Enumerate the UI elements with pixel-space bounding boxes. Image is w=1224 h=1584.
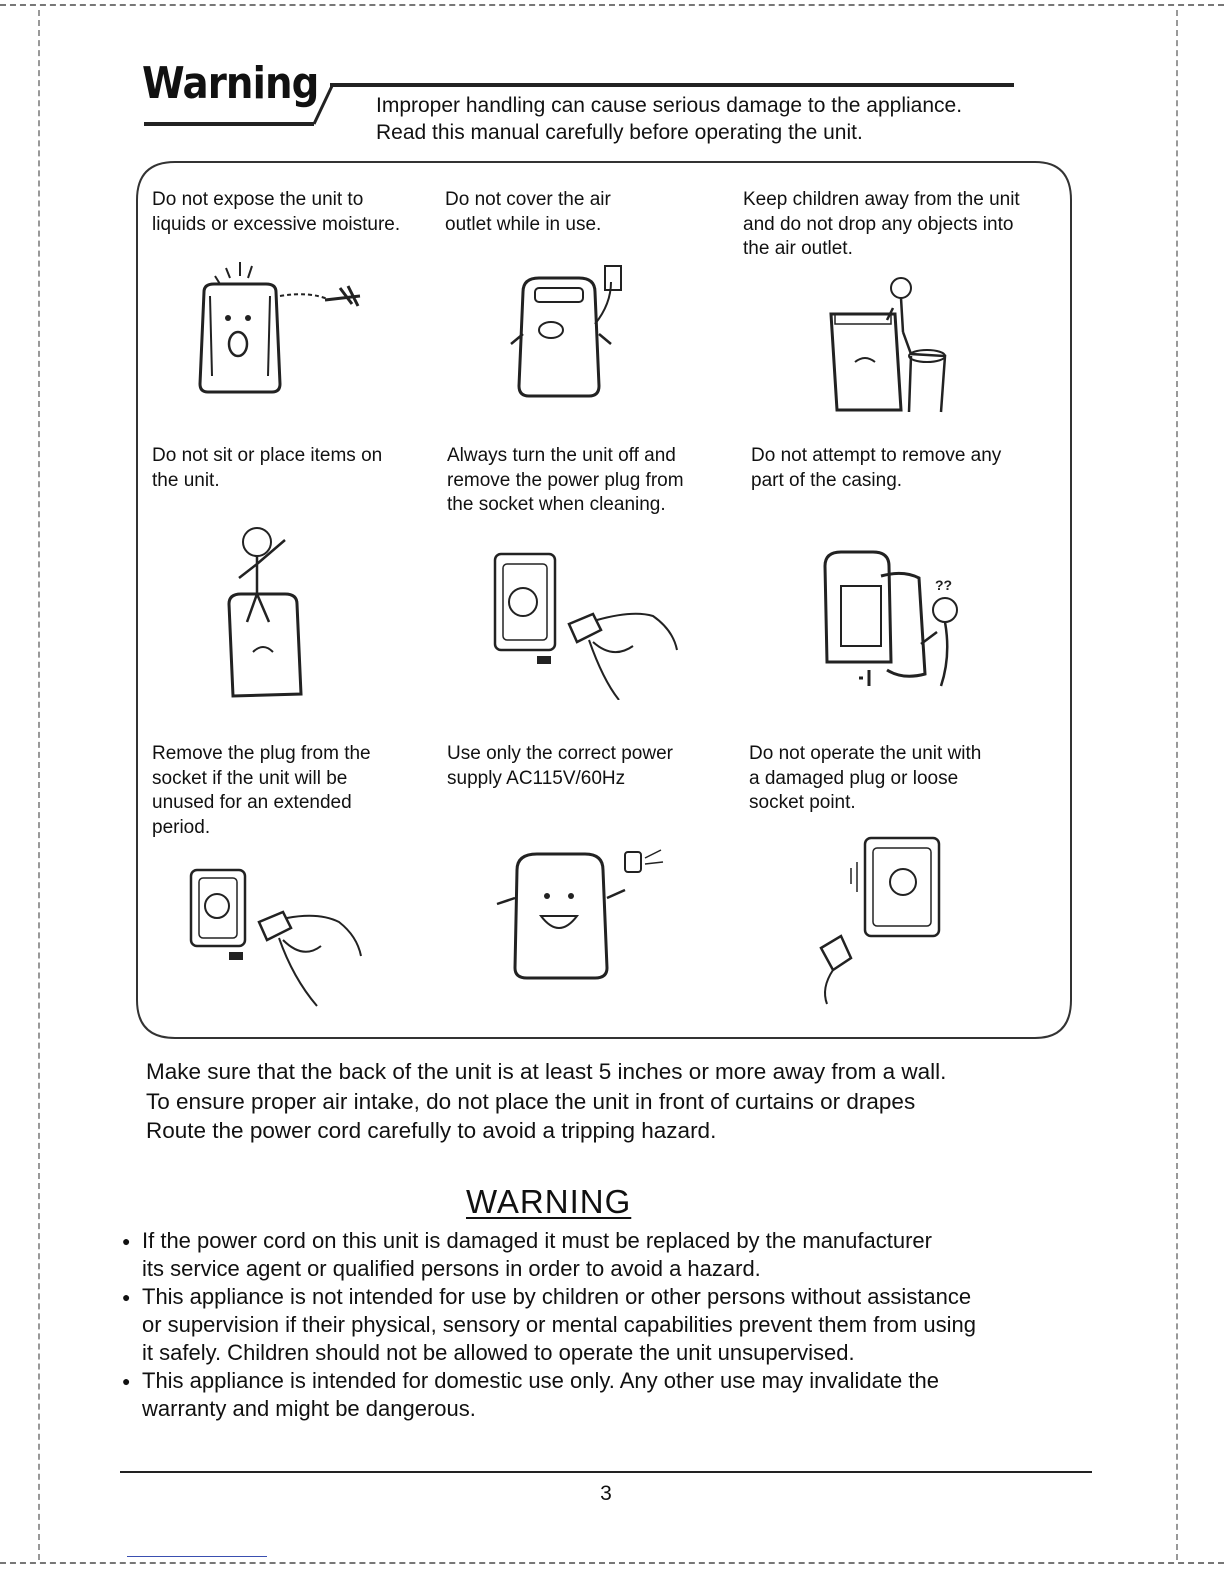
cell-text-damaged xyxy=(749,742,981,816)
damaged-plug-icon xyxy=(811,832,961,1012)
cell-text-sit xyxy=(152,444,382,493)
cell-line: the socket when cleaning. xyxy=(447,494,666,515)
list-item xyxy=(122,1367,1082,1423)
cell-line: a damaged plug or loose xyxy=(749,767,959,789)
precautions-panel xyxy=(135,160,1073,1040)
child-sitting-icon xyxy=(223,524,313,704)
cell-line: Do not attempt to remove any xyxy=(751,445,1002,466)
page-title: Warning xyxy=(142,58,319,109)
intro-line: Improper handling can cause serious damage to the appliance. xyxy=(376,94,963,117)
cell-text-cleaning xyxy=(447,444,684,518)
cell-line: Use only the correct power xyxy=(447,743,673,764)
unplug-icon xyxy=(493,550,683,700)
cell-line: outlet while in use. xyxy=(445,213,602,235)
cell-line: unused for an extended xyxy=(152,792,352,813)
cut-line-bottom xyxy=(0,1562,1224,1564)
list-item-line: ● This appliance is not intended for use by children or other persons without assistance xyxy=(142,1284,972,1309)
note-line: To ensure proper air intake, do not place the unit in front of curtains or drapes xyxy=(146,1088,916,1114)
cell-line: Do not sit or place items on xyxy=(152,445,383,466)
cell-line: Remove the plug from the xyxy=(152,743,371,764)
page-number: 3 xyxy=(600,1482,612,1505)
cell-line: period. xyxy=(152,816,211,838)
list-item-line: its service agent or qualified persons in order to avoid a hazard. xyxy=(142,1256,761,1281)
cell-text-cover xyxy=(445,188,611,237)
intro-text xyxy=(376,92,962,146)
cell-line: socket if the unit will be xyxy=(152,767,348,789)
cell-line: remove the power plug from xyxy=(447,469,684,491)
list-item xyxy=(122,1283,1082,1367)
cell-line: Do not expose the unit to xyxy=(152,189,364,210)
blue-underline-mark xyxy=(127,1556,267,1557)
covered-outlet-icon xyxy=(501,264,651,404)
cell-line: liquids or excessive moisture. xyxy=(152,213,401,235)
list-item-line: warranty and might be dangerous. xyxy=(142,1396,476,1421)
water-spray-icon xyxy=(190,256,370,406)
cell-line: socket point. xyxy=(749,792,856,813)
cell-line: the unit. xyxy=(152,469,220,491)
intro-line: Read this manual carefully before operating the unit. xyxy=(376,121,863,144)
list-item xyxy=(122,1227,1082,1283)
cell-line: part of the casing. xyxy=(751,469,903,491)
warning-list xyxy=(122,1227,1082,1423)
cell-line: Always turn the unit off and xyxy=(447,445,676,466)
note-line: Route the power cord carefully to avoid a tripping hazard. xyxy=(146,1118,717,1143)
footer-rule xyxy=(120,1471,1092,1473)
question-marks: ?? xyxy=(935,577,953,593)
cell-text-power xyxy=(447,742,673,791)
list-item-line: or supervision if their physical, sensory or mental capabilities prevent them from using xyxy=(142,1312,976,1337)
cell-text-moisture xyxy=(152,188,400,237)
unplug-icon xyxy=(189,866,379,1016)
note-line: Make sure that the back of the unit is at least 5 inches or more away from a wall. xyxy=(146,1059,947,1084)
cell-text-children xyxy=(743,188,1020,262)
cell-line: and do not drop any objects into xyxy=(743,213,1014,235)
cell-text-casing xyxy=(751,444,1001,493)
open-casing-icon xyxy=(819,546,979,696)
cell-line: Do not operate the unit with xyxy=(749,743,982,764)
list-item-line: it safely. Children should not be allowed to operate the unit unsupervised. xyxy=(142,1340,855,1365)
cell-line: Do not cover the air xyxy=(445,189,611,210)
cell-line: supply AC115V/60Hz xyxy=(447,767,626,789)
list-item-line: ● This appliance is intended for domestic use only. Any other use may invalidate the xyxy=(142,1368,939,1393)
placement-notes xyxy=(146,1057,946,1146)
child-on-unit-icon xyxy=(825,272,955,420)
cell-text-unused xyxy=(152,742,371,840)
power-supply-icon xyxy=(485,844,665,984)
cell-line: the air outlet. xyxy=(743,238,853,259)
warning-heading: WARNING xyxy=(466,1183,632,1220)
cut-line-right xyxy=(1176,10,1178,1560)
list-item-line: ● If the power cord on this unit is damaged it must be replaced by the manufacturer xyxy=(142,1228,932,1253)
cell-line: Keep children away from the unit xyxy=(743,189,1020,210)
cut-line-left xyxy=(38,10,40,1560)
